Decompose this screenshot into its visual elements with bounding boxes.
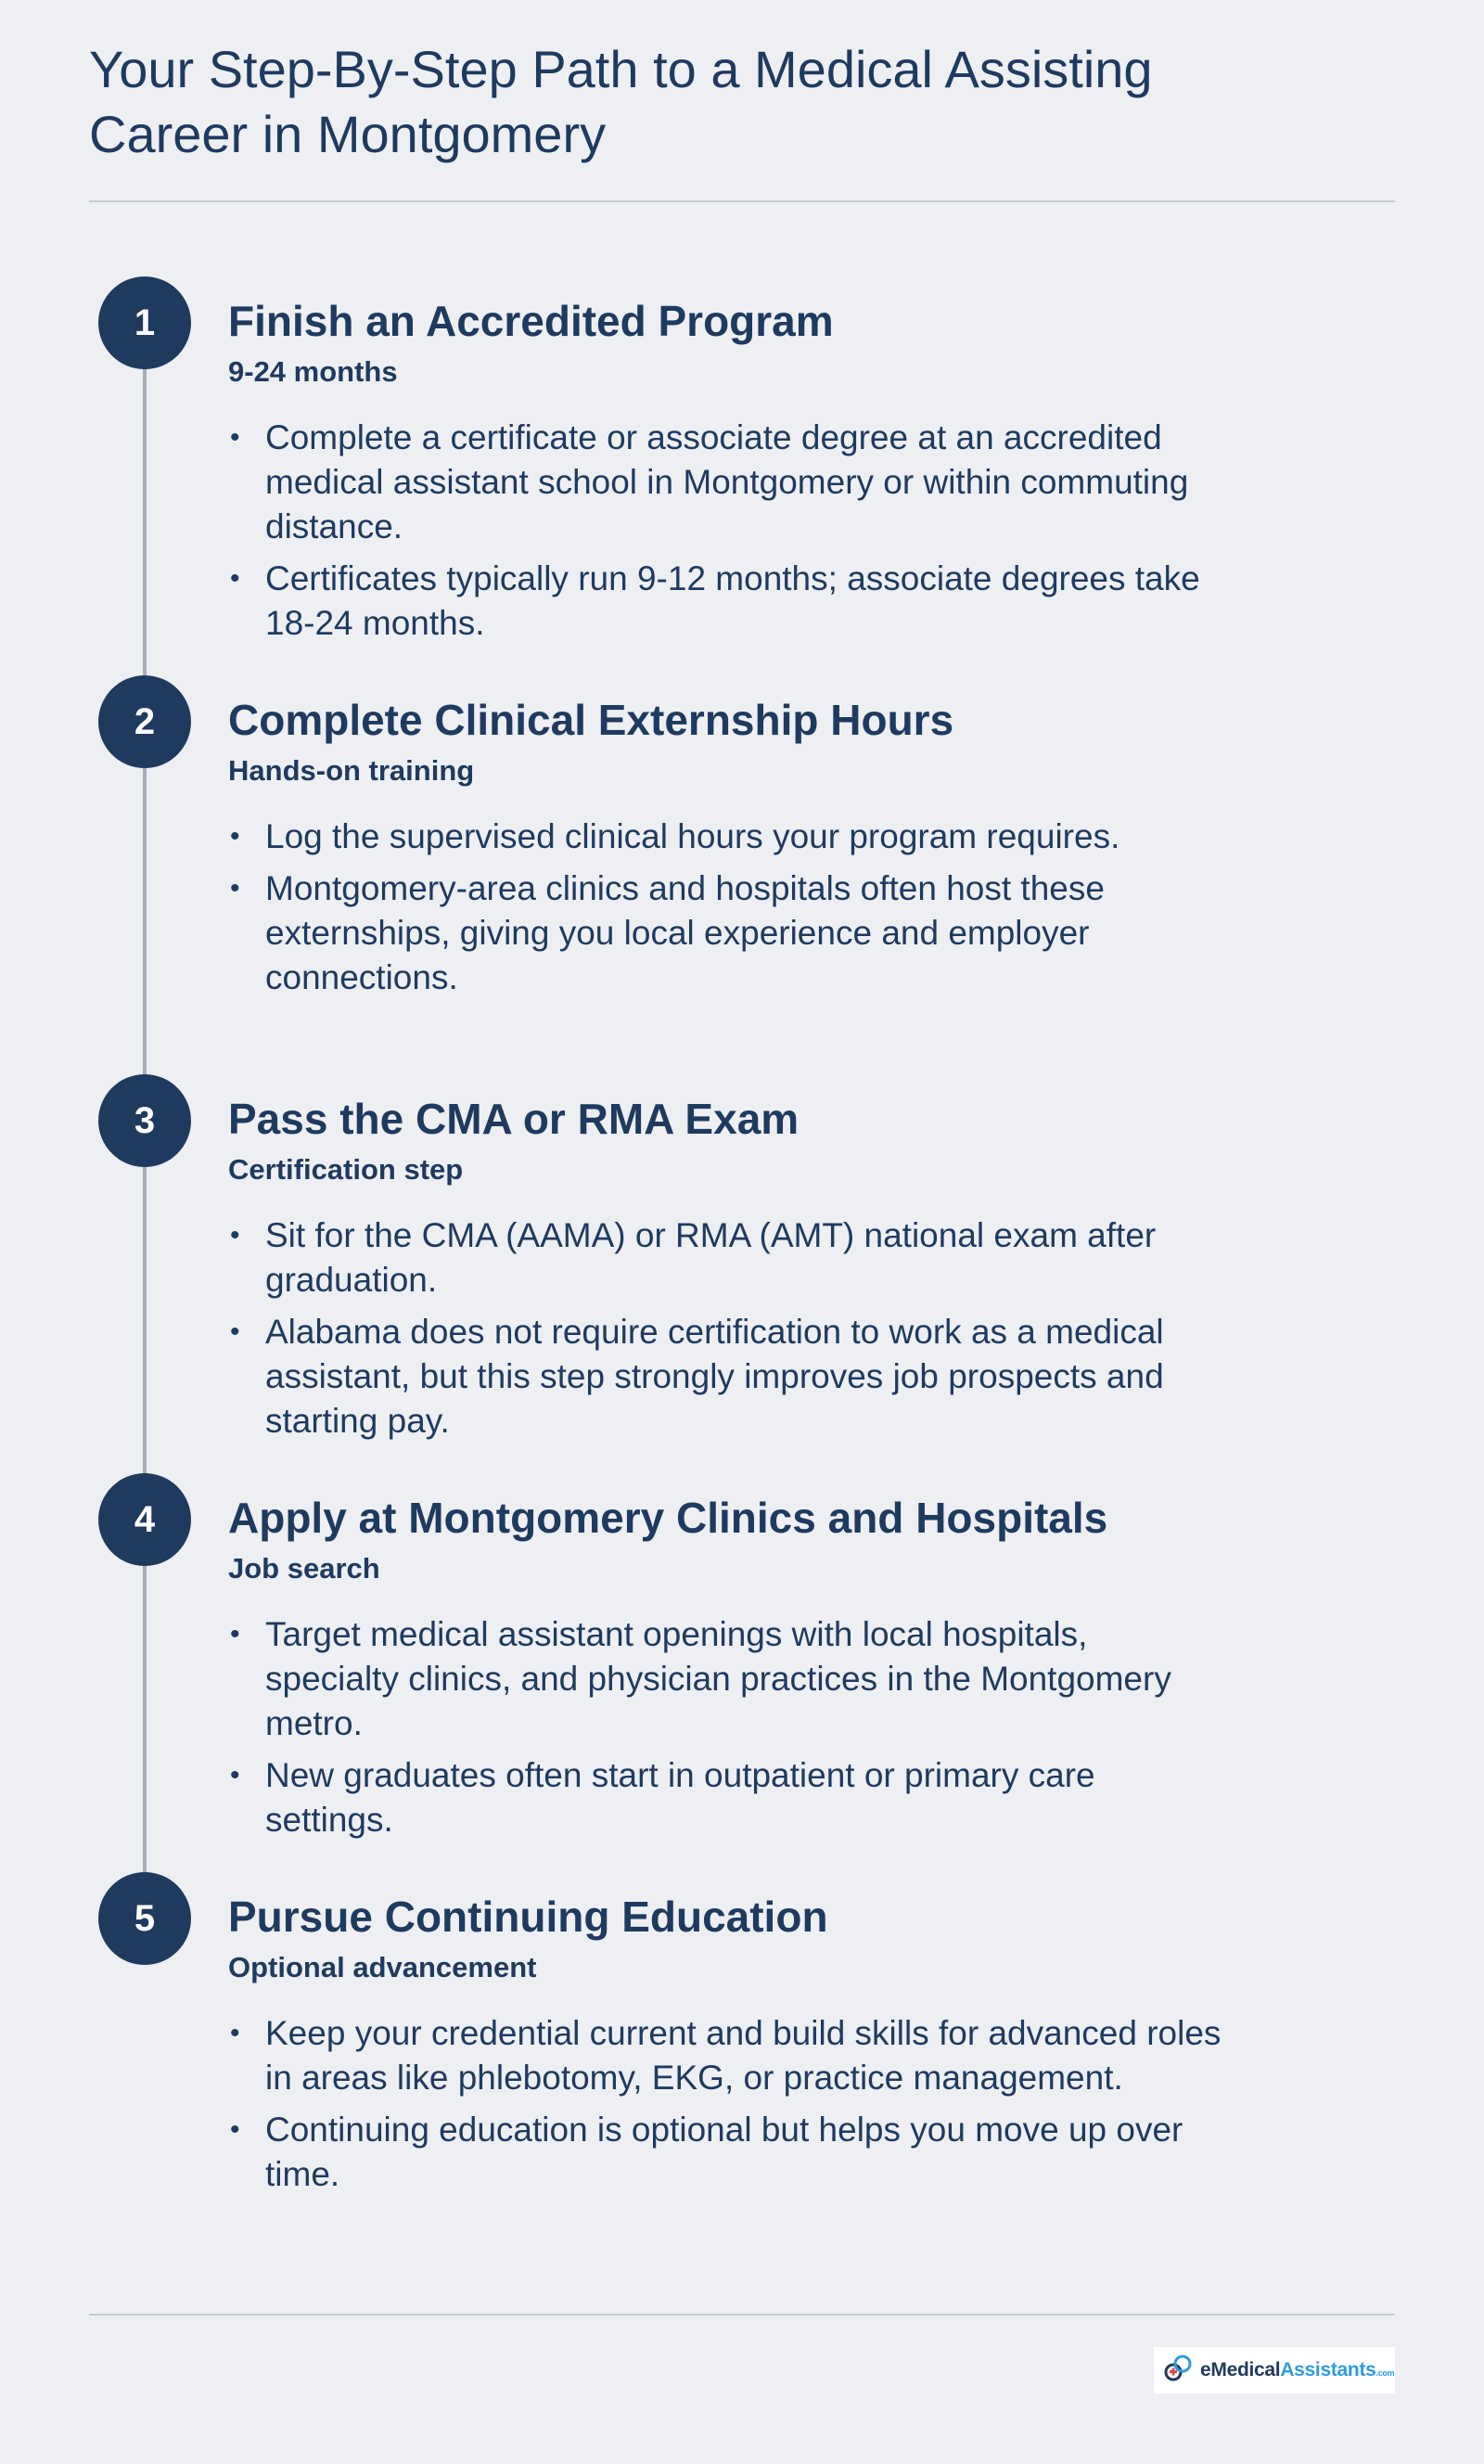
bullet-item <box>228 2108 1230 2197</box>
bullet-item <box>228 1753 1230 1842</box>
step-title: Pursue Continuing Education <box>228 1893 828 1941</box>
bullet-item <box>228 1612 1230 1746</box>
step-title: Pass the CMA or RMA Exam <box>228 1095 800 1143</box>
step-bullet-list <box>228 2011 1230 2204</box>
step-number-badge: 4 <box>98 1473 191 1566</box>
bullet-text: Certificates typically run 9-12 months; associate degrees take 18-24 months. <box>265 559 1200 642</box>
bullet-icon: • <box>230 1760 240 1790</box>
logo-icon <box>1161 2352 1195 2390</box>
step-subtitle: Job search <box>228 1552 380 1585</box>
step-title: Apply at Montgomery Clinics and Hospitals <box>228 1494 1108 1542</box>
step-bullet-list <box>228 416 1230 653</box>
step-number-badge: 3 <box>98 1074 191 1167</box>
page-title: Your Step-By-Step Path to a Medical Assisting Career in Montgomery <box>89 40 1153 163</box>
step-bullet-list <box>228 1612 1230 1850</box>
bullet-text: Complete a certificate or associate degree at an accredited medical assistant school in Montgomery or within commuting distance. <box>265 418 1189 545</box>
step-subtitle: Certification step <box>228 1153 464 1186</box>
bullet-icon: • <box>230 1316 240 1347</box>
bullet-text: Sit for the CMA (AAMA) or RMA (AMT) national exam after graduation. <box>265 1216 1157 1299</box>
bullet-item <box>228 557 1230 646</box>
bullet-icon: • <box>230 563 240 594</box>
bullet-item <box>228 866 1230 1000</box>
step-subtitle: Optional advancement <box>228 1951 537 1983</box>
step-title: Finish an Accredited Program <box>228 297 834 345</box>
step-number-badge: 1 <box>98 276 191 369</box>
step-number-badge: 5 <box>98 1872 191 1965</box>
bullet-item <box>228 815 1230 859</box>
bottom-divider <box>89 2314 1395 2316</box>
bullet-icon: • <box>230 2018 240 2048</box>
step-subtitle: Hands-on training <box>228 754 475 787</box>
bullet-icon: • <box>230 821 240 852</box>
bullet-text: Alabama does not require certification to work as a medical assistant, but this step strongly improves job prospects and starting pay. <box>265 1313 1164 1440</box>
bullet-text: Continuing education is optional but helps you move up over time. <box>265 2111 1183 2193</box>
bullet-icon: • <box>230 1220 240 1251</box>
bullet-item <box>228 1213 1230 1303</box>
bullet-text: Montgomery-area clinics and hospitals often host these externships, giving you local experience and employer connections. <box>265 869 1105 996</box>
site-logo-link[interactable] <box>1154 2347 1395 2393</box>
top-divider <box>89 200 1395 202</box>
step-bullet-list <box>228 815 1230 1007</box>
bullet-item <box>228 2011 1230 2100</box>
bullet-icon: • <box>230 422 240 453</box>
step-number-badge: 2 <box>98 675 191 768</box>
bullet-item <box>228 416 1230 549</box>
bullet-text: Log the supervised clinical hours your program requires. <box>265 817 1120 855</box>
step-subtitle: 9-24 months <box>228 355 398 388</box>
step-title: Complete Clinical Externship Hours <box>228 696 954 744</box>
bullet-icon: • <box>230 1619 240 1649</box>
bullet-text: New graduates often start in outpatient or primary care settings. <box>265 1756 1095 1839</box>
logo-wordmark: eMedicalAssistants.com <box>1200 2359 1395 2381</box>
bullet-item <box>228 1310 1230 1444</box>
bullet-text: Target medical assistant openings with local hospitals, specialty clinics, and physician practices in the Montgomery metro. <box>265 1615 1171 1742</box>
bullet-icon: • <box>230 873 240 904</box>
bullet-text: Keep your credential current and build skills for advanced roles in areas like phlebotomy, EKG, or practice management. <box>265 2014 1222 2097</box>
bullet-icon: • <box>230 2114 240 2145</box>
step-bullet-list <box>228 1213 1230 1451</box>
